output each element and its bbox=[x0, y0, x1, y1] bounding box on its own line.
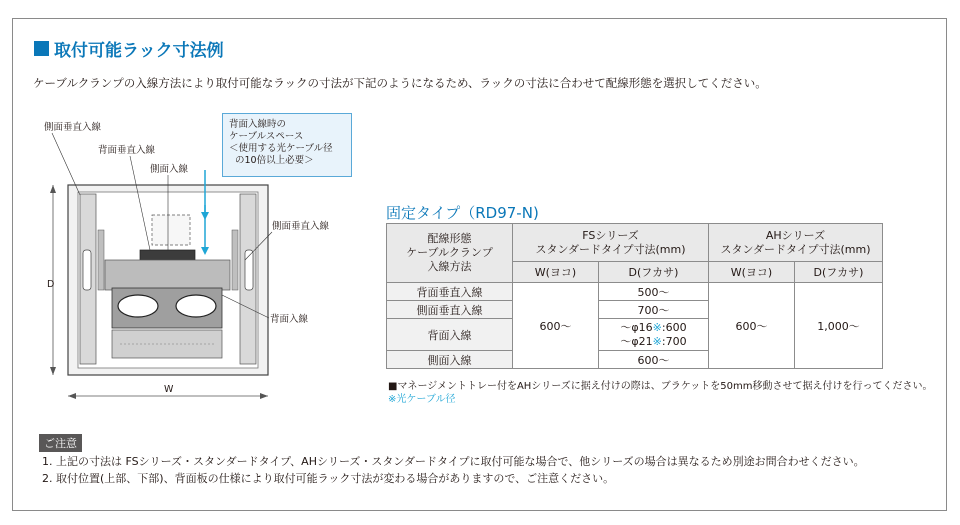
note-cable-diameter: ※光ケーブル径 bbox=[388, 394, 456, 405]
row-label-side-entry: 側面入線 bbox=[387, 351, 513, 369]
ah-w-header: W(ヨコ) bbox=[709, 262, 795, 283]
fs-d-rear-vertical: 500～ bbox=[599, 283, 709, 301]
title-square-icon bbox=[34, 41, 49, 56]
ah-w-value: 600～ bbox=[709, 283, 795, 369]
fs-series-header: FSシリーズ スタンダードタイプ寸法(mm) bbox=[513, 224, 709, 262]
callout-line-3: ＜使用する光ケーブル径 bbox=[229, 143, 333, 154]
rack-dimension-table bbox=[386, 223, 883, 369]
intro-text: ケーブルクランプの入線方法により取付可能なラックの寸法が下記のようになるため、ラックの寸法に合わせて配線形態を選択してください。 bbox=[33, 76, 767, 90]
title-text: 取付可能ラック寸法例 bbox=[54, 41, 224, 61]
fs-w-header: W(ヨコ) bbox=[513, 262, 599, 283]
label-rear-vertical: 背面垂直入線 bbox=[98, 145, 156, 156]
ah-d-header: D(フカサ) bbox=[795, 262, 883, 283]
fs-d-side-entry: 600～ bbox=[599, 351, 709, 369]
row-label-rear-vertical: 背面垂直入線 bbox=[387, 283, 513, 301]
dim-d-label: D bbox=[47, 279, 55, 290]
fs-d-rear-entry: ～φ16※:600 ～φ21※:700 bbox=[599, 319, 709, 351]
caution-list bbox=[42, 453, 865, 487]
label-side-vertical-1: 側面垂直入線 bbox=[44, 122, 102, 133]
callout-line-2: ケーブルスペース bbox=[229, 131, 304, 142]
corner-header: 配線形態 ケーブルクランプ 入線方法 bbox=[387, 224, 513, 283]
cable-space-box bbox=[152, 215, 190, 245]
row-label-rear-entry: 背面入線 bbox=[387, 319, 513, 351]
fs-w-value: 600～ bbox=[513, 283, 599, 369]
callout-line-4: の10倍以上必要＞ bbox=[235, 155, 314, 166]
label-rear-entry: 背面入線 bbox=[270, 314, 309, 325]
cable-space-callout bbox=[222, 113, 352, 177]
table-notes bbox=[388, 380, 933, 406]
dim-w-label: W bbox=[164, 384, 174, 395]
page-title bbox=[34, 36, 224, 61]
caution-label: ご注意 bbox=[39, 434, 82, 452]
note-tray: ■マネージメントトレー付をAHシリーズに据え付けの際は、ブラケットを50mm移動させて据え付けを行ってください。 bbox=[388, 381, 933, 392]
ah-d-value: 1,000～ bbox=[795, 283, 883, 369]
caution-item: 1. 上記の寸法は FSシリーズ・スタンダードタイプ、AHシリーズ・スタンダードタイプに取付可能な場合で、他シリーズの場合は異なるため別途お問合わせください。 bbox=[42, 455, 865, 468]
label-side-entry: 側面入線 bbox=[150, 164, 189, 175]
callout-line-1: 背面入線時の bbox=[229, 119, 287, 130]
fs-d-side-vertical: 700～ bbox=[599, 301, 709, 319]
fs-d-header: D(フカサ) bbox=[599, 262, 709, 283]
ah-series-header: AHシリーズ スタンダードタイプ寸法(mm) bbox=[709, 224, 883, 262]
row-label-side-vertical: 側面垂直入線 bbox=[387, 301, 513, 319]
tray-frame bbox=[105, 260, 230, 290]
caution-item: 2. 取付位置(上部、下部)、背面板の仕様により取付可能ラック寸法が変わる場合がありますので、ご注意ください。 bbox=[42, 472, 615, 485]
label-side-vertical-2: 側面垂直入線 bbox=[272, 221, 330, 232]
type-title: 固定タイプ（RD97-N) bbox=[386, 204, 539, 222]
